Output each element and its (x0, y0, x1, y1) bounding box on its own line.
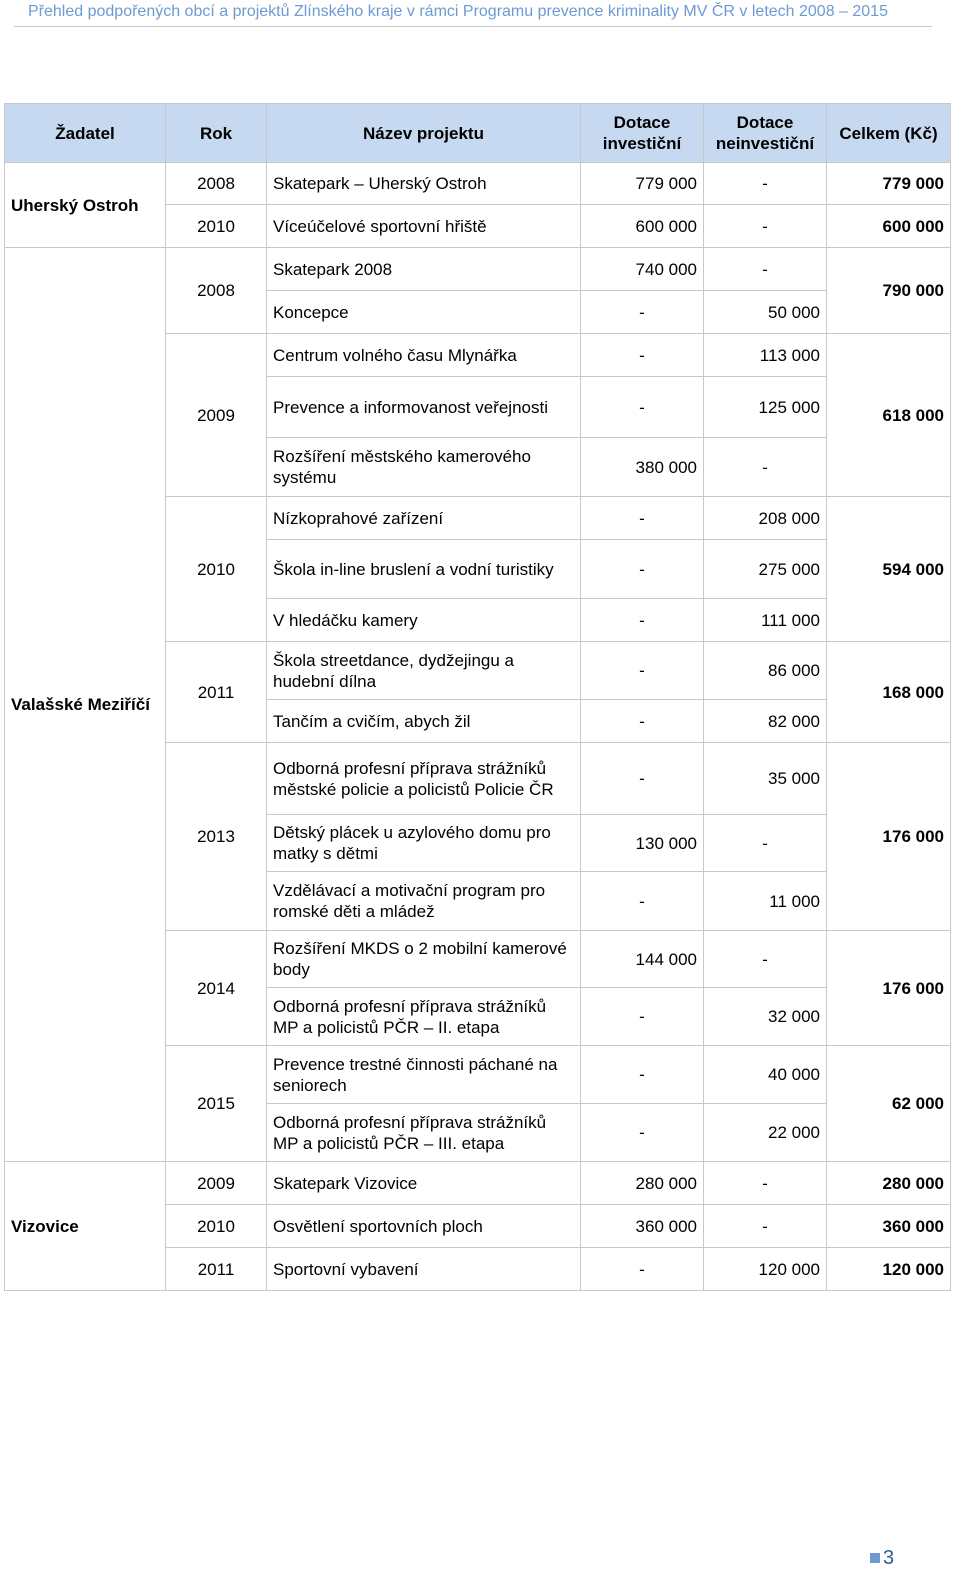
page-header-title: Přehled podpořených obcí a projektů Zlínského kraje v rámci Programu prevence kriminality MV ČR v letech 2008 – 2015 (28, 3, 888, 20)
project-name-cell: V hledáčku kamery (267, 599, 581, 642)
noninvestment-cell: 50 000 (704, 291, 827, 334)
project-name-cell: Odborná profesní příprava strážníků městské policie a policistů Policie ČR (267, 743, 581, 815)
year-cell: 2015 (166, 1046, 267, 1162)
investment-cell: - (581, 291, 704, 334)
investment-cell: - (581, 497, 704, 540)
noninvestment-cell: - (704, 205, 827, 248)
investment-cell: - (581, 642, 704, 700)
page-number-text: 3 (883, 1547, 895, 1569)
noninvestment-cell: 40 000 (704, 1046, 827, 1104)
investment-cell: - (581, 334, 704, 377)
total-cell: 600 000 (827, 205, 951, 248)
investment-cell: 360 000 (581, 1205, 704, 1248)
investment-cell: 740 000 (581, 248, 704, 291)
project-name-cell: Vzdělávací a motivační program pro romské děti a mládež (267, 872, 581, 931)
investment-cell: 600 000 (581, 205, 704, 248)
project-name-cell: Škola in-line bruslení a vodní turistiky (267, 540, 581, 599)
investment-cell: - (581, 377, 704, 438)
noninvestment-cell: 35 000 (704, 743, 827, 815)
project-name-cell: Odborná profesní příprava strážníků MP a policistů PČR – III. etapa (267, 1104, 581, 1162)
total-cell: 618 000 (827, 334, 951, 497)
noninvestment-cell: - (704, 438, 827, 497)
project-name-cell: Sportovní vybavení (267, 1248, 581, 1291)
table-row (5, 248, 951, 291)
total-cell: 360 000 (827, 1205, 951, 1248)
year-cell: 2010 (166, 205, 267, 248)
investment-cell: 130 000 (581, 815, 704, 872)
total-cell: 176 000 (827, 931, 951, 1046)
project-name-cell: Víceúčelové sportovní hřiště (267, 205, 581, 248)
noninvestment-cell: - (704, 1162, 827, 1205)
year-cell: 2009 (166, 334, 267, 497)
investment-cell: - (581, 743, 704, 815)
noninvestment-cell: 275 000 (704, 540, 827, 599)
total-cell: 176 000 (827, 743, 951, 931)
noninvestment-cell: 208 000 (704, 497, 827, 540)
table-row (5, 163, 951, 205)
project-name-cell: Skatepark 2008 (267, 248, 581, 291)
project-name-cell: Koncepce (267, 291, 581, 334)
noninvestment-cell: 86 000 (704, 642, 827, 700)
investment-cell: - (581, 1248, 704, 1291)
project-name-cell: Tančím a cvičím, abych žil (267, 700, 581, 743)
applicant-cell: Valašské Meziříčí (5, 248, 166, 1162)
noninvestment-cell: 22 000 (704, 1104, 827, 1162)
total-cell: 594 000 (827, 497, 951, 642)
year-cell: 2011 (166, 642, 267, 743)
noninvestment-cell: 120 000 (704, 1248, 827, 1291)
investment-cell: - (581, 540, 704, 599)
investment-cell: 280 000 (581, 1162, 704, 1205)
applicant-cell: Uherský Ostroh (5, 163, 166, 248)
project-name-cell: Škola streetdance, dydžejingu a hudební dílna (267, 642, 581, 700)
noninvestment-cell: - (704, 248, 827, 291)
noninvestment-cell: 111 000 (704, 599, 827, 642)
year-cell: 2014 (166, 931, 267, 1046)
column-header-project: Název projektu (267, 104, 581, 163)
header-divider (14, 26, 932, 27)
year-cell: 2008 (166, 163, 267, 205)
table-row (5, 1162, 951, 1205)
year-cell: 2010 (166, 1205, 267, 1248)
noninvestment-cell: - (704, 1205, 827, 1248)
project-name-cell: Skatepark – Uherský Ostroh (267, 163, 581, 205)
total-cell: 280 000 (827, 1162, 951, 1205)
project-name-cell: Centrum volného času Mlynářka (267, 334, 581, 377)
column-header-noninvestment: Dotace neinvestiční (704, 104, 827, 163)
page-marker-icon (870, 1553, 880, 1563)
applicant-cell: Vizovice (5, 1162, 166, 1291)
column-header-investment: Dotace investiční (581, 104, 704, 163)
investment-cell: 380 000 (581, 438, 704, 497)
noninvestment-cell: - (704, 163, 827, 205)
investment-cell: - (581, 1046, 704, 1104)
grants-table (4, 103, 951, 1291)
page-number (870, 1547, 894, 1570)
project-name-cell: Nízkoprahové zařízení (267, 497, 581, 540)
total-cell: 779 000 (827, 163, 951, 205)
project-name-cell: Prevence a informovanost veřejnosti (267, 377, 581, 438)
total-cell: 168 000 (827, 642, 951, 743)
noninvestment-cell: 11 000 (704, 872, 827, 931)
total-cell: 790 000 (827, 248, 951, 334)
investment-cell: - (581, 988, 704, 1046)
project-name-cell: Rozšíření MKDS o 2 mobilní kamerové body (267, 931, 581, 988)
project-name-cell: Dětský plácek u azylového domu pro matky s dětmi (267, 815, 581, 872)
noninvestment-cell: 82 000 (704, 700, 827, 743)
year-cell: 2010 (166, 497, 267, 642)
total-cell: 62 000 (827, 1046, 951, 1162)
noninvestment-cell: 113 000 (704, 334, 827, 377)
project-name-cell: Rozšíření městského kamerového systému (267, 438, 581, 497)
investment-cell: 144 000 (581, 931, 704, 988)
noninvestment-cell: - (704, 815, 827, 872)
investment-cell: - (581, 599, 704, 642)
table-header-row (5, 104, 951, 163)
project-name-cell: Osvětlení sportovních ploch (267, 1205, 581, 1248)
column-header-year: Rok (166, 104, 267, 163)
investment-cell: 779 000 (581, 163, 704, 205)
year-cell: 2009 (166, 1162, 267, 1205)
investment-cell: - (581, 872, 704, 931)
column-header-applicant: Žadatel (5, 104, 166, 163)
year-cell: 2013 (166, 743, 267, 931)
project-name-cell: Odborná profesní příprava strážníků MP a policistů PČR – II. etapa (267, 988, 581, 1046)
column-header-total: Celkem (Kč) (827, 104, 951, 163)
noninvestment-cell: - (704, 931, 827, 988)
project-name-cell: Skatepark Vizovice (267, 1162, 581, 1205)
total-cell: 120 000 (827, 1248, 951, 1291)
noninvestment-cell: 125 000 (704, 377, 827, 438)
investment-cell: - (581, 700, 704, 743)
year-cell: 2011 (166, 1248, 267, 1291)
year-cell: 2008 (166, 248, 267, 334)
project-name-cell: Prevence trestné činnosti páchané na seniorech (267, 1046, 581, 1104)
investment-cell: - (581, 1104, 704, 1162)
noninvestment-cell: 32 000 (704, 988, 827, 1046)
